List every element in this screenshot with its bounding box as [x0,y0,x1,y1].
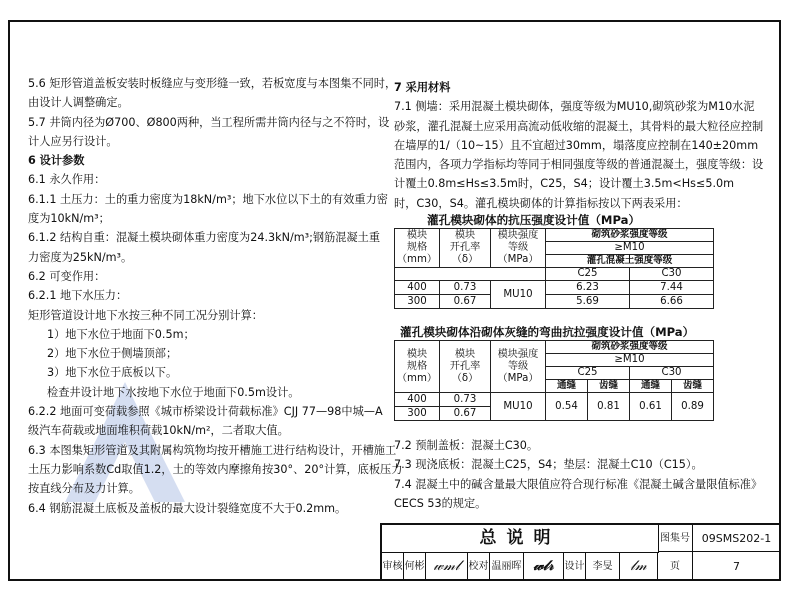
designer-signature: 𝓁𝓂 [620,552,658,581]
header-spec: 模块 规格 （mm） [395,229,440,268]
flexural-strength-table [394,340,714,421]
cell-grade: MU10 [491,393,546,421]
checker-signature: 𝓌𝓁𝓇 [524,552,564,581]
header-m10: ≥M10 [546,242,714,255]
atlas-label: 图集号 [658,525,693,552]
cell-c30: 6.66 [629,295,713,309]
text-line: 6.1.2 结构自重：混凝土模块砌体重力密度为24.3kN/m³;钢筋混凝土重 [28,231,381,245]
header-grade: 模块强度 等级 （MPa） [491,229,546,268]
cell-c30: 7.44 [629,281,713,295]
text-line: 2）地下水位于侧墙顶部； [47,347,178,361]
header-c25: C25 [546,268,630,281]
header-grade: 模块强度 等级 （MPa） [491,341,546,393]
text-line: 范围内，各项力学指标均等同于相同强度等级的普通混凝土，强度等级：设 [394,158,764,172]
text-line: 在墙厚的1/（10~15）且不宜超过30mm，塌落度应控制在140±20mm [394,138,759,152]
text-line: 由设计人调整确定。 [28,96,129,110]
text-line: 6.1.1 土压力：土的重力密度为18kN/m³；地下水位以下土的有效重力密 [28,192,388,206]
text-line: 时，C30，S4。灌孔模块砌体的计算指标按以下两表采用： [394,196,688,210]
header-mortar: 砌筑砂浆强度等级 [546,229,714,242]
cell-c25: 5.69 [546,295,630,309]
cell-c25: 6.23 [546,281,630,295]
text-line: 6.4 钢筋混凝土底板及盖板的最大设计裂缝宽度不大于0.2mm。 [28,501,347,515]
cell-value: 0.89 [672,393,714,421]
text-line: 5.7 井筒内径为Ø700、Ø800两种，当工程所需井筒内径与之不符时，设 [28,115,390,129]
right-column-bottom [394,436,766,513]
text-line: CECS 53的规定。 [394,496,487,510]
text-line: 7.2 预制盖板：混凝土C30。 [394,439,539,452]
text-line: 6.1 永久作用： [28,173,106,187]
review-label: 审核 [382,552,404,581]
table1-title: 灌孔模块砌体的抗压强度设计值（MPa） [427,213,641,227]
cell-spec: 300 [395,407,440,421]
text-line: 1）地下水位于地面下0.5m； [47,327,195,341]
cell-open: 0.67 [440,295,491,309]
text-line: 7.1 侧墙：采用混凝土模块砌体，强度等级为MU10,砌筑砂浆为M10水泥 [394,100,755,114]
header-chifeng: 齿缝 [672,380,714,393]
cell-value: 0.54 [546,393,588,421]
compressive-strength-table [394,228,714,309]
text-line: 5.6 矩形管道盖板安装时板缝应与变形缝一致，若板宽度与本图集不同时， [28,77,397,90]
text-line: 土压力影响系数Cd取值1.2，土的等效内摩擦角按30°、20°计算，底板压力 [28,462,403,476]
text-line: 按直线分布及力计算。 [28,482,140,496]
cell-open: 0.73 [440,281,491,295]
text-line: 7 采用材料 [394,81,451,94]
page-label: 页 [658,552,693,581]
text-line: 砂浆，灌孔混凝土应采用高流动低收缩的混凝土，其骨料的最大粒径应控制 [394,119,764,133]
cell-open: 0.67 [440,407,491,421]
design-label: 设计 [564,552,586,581]
title-block [380,523,781,581]
cell-spec: 400 [395,281,440,295]
text-line: 6 设计参数 [28,154,85,168]
header-c30: C30 [629,268,713,281]
reviewer-signature: 𝓌𝓂𝓁 [426,552,468,581]
cell-spec: 400 [395,393,440,407]
header-tongfeng: 通缝 [630,380,672,393]
text-line: 度为10kN/m³； [28,212,110,226]
reviewer-name: 何彬 [404,552,426,581]
text-line: 6.3 本图集矩形管道及其附属构筑物均按开槽施工进行结构设计，开槽施工 [28,443,397,457]
text-line: 计覆土0.8m≤Hs≤3.5m时，C25，S4；设计覆土3.5m<Hs≤5.0m [394,177,735,191]
cell-spec: 300 [395,295,440,309]
text-line: 计人应另行设计。 [28,134,118,148]
header-c25: C25 [546,367,630,380]
text-line: 6.2 可变作用： [28,269,106,283]
header-open-rate: 模块 开孔率 （δ） [440,229,491,268]
cell-open: 0.73 [440,393,491,407]
header-open-rate: 模块 开孔率 （δ） [440,341,491,393]
check-label: 校对 [468,552,490,581]
text-line: 7.3 现浇底板：混凝土C25，S4；垫层：混凝土C10（C15）。 [394,458,703,472]
header-c30: C30 [630,367,714,380]
right-column-top [394,78,766,213]
header-chifeng: 齿缝 [588,380,630,393]
text-line: 3）地下水位于底板以下。 [47,366,178,380]
header-grout: 灌孔混凝土强度等级 [546,255,714,268]
text-line: 7.4 混凝土中的碱含量最大限值应符合现行标准《混凝土碱含量限值标准》 [394,477,763,491]
left-column [28,74,403,518]
atlas-number: 09SMS202-1 [693,525,781,552]
text-line: 力密度为25kN/m³。 [28,250,133,264]
text-line: 6.2.2 地面可变荷载参照《城市桥梁设计荷载标准》CJJ 77—98中城—A [28,405,383,419]
text-line: 6.2.1 地下水压力： [28,289,128,303]
table2-title: 灌孔模块砌体沿砌体灰缝的弯曲抗拉强度设计值（MPa） [400,325,695,339]
cell-grade: MU10 [491,281,546,309]
drawing-title: 总说明 [382,525,659,553]
checker-name: 温丽晖 [490,552,524,581]
header-spec: 模块 规格 （mm） [395,341,440,393]
text-line: 检查井设计地下水按地下水位于地面下0.5m设计。 [47,385,300,399]
page-number: 7 [693,552,781,581]
text-line: 矩形管道设计地下水按三种不同工况分别计算： [28,308,263,322]
cell-value: 0.81 [588,393,630,421]
header-m10: ≥M10 [546,354,714,367]
text-line: 级汽车荷载或地面堆积荷载10kN/m²，二者取大值。 [28,424,289,438]
header-tongfeng: 通缝 [546,380,588,393]
header-mortar: 砌筑砂浆强度等级 [546,341,714,354]
designer-name: 李旻 [586,552,620,581]
cell-value: 0.61 [630,393,672,421]
